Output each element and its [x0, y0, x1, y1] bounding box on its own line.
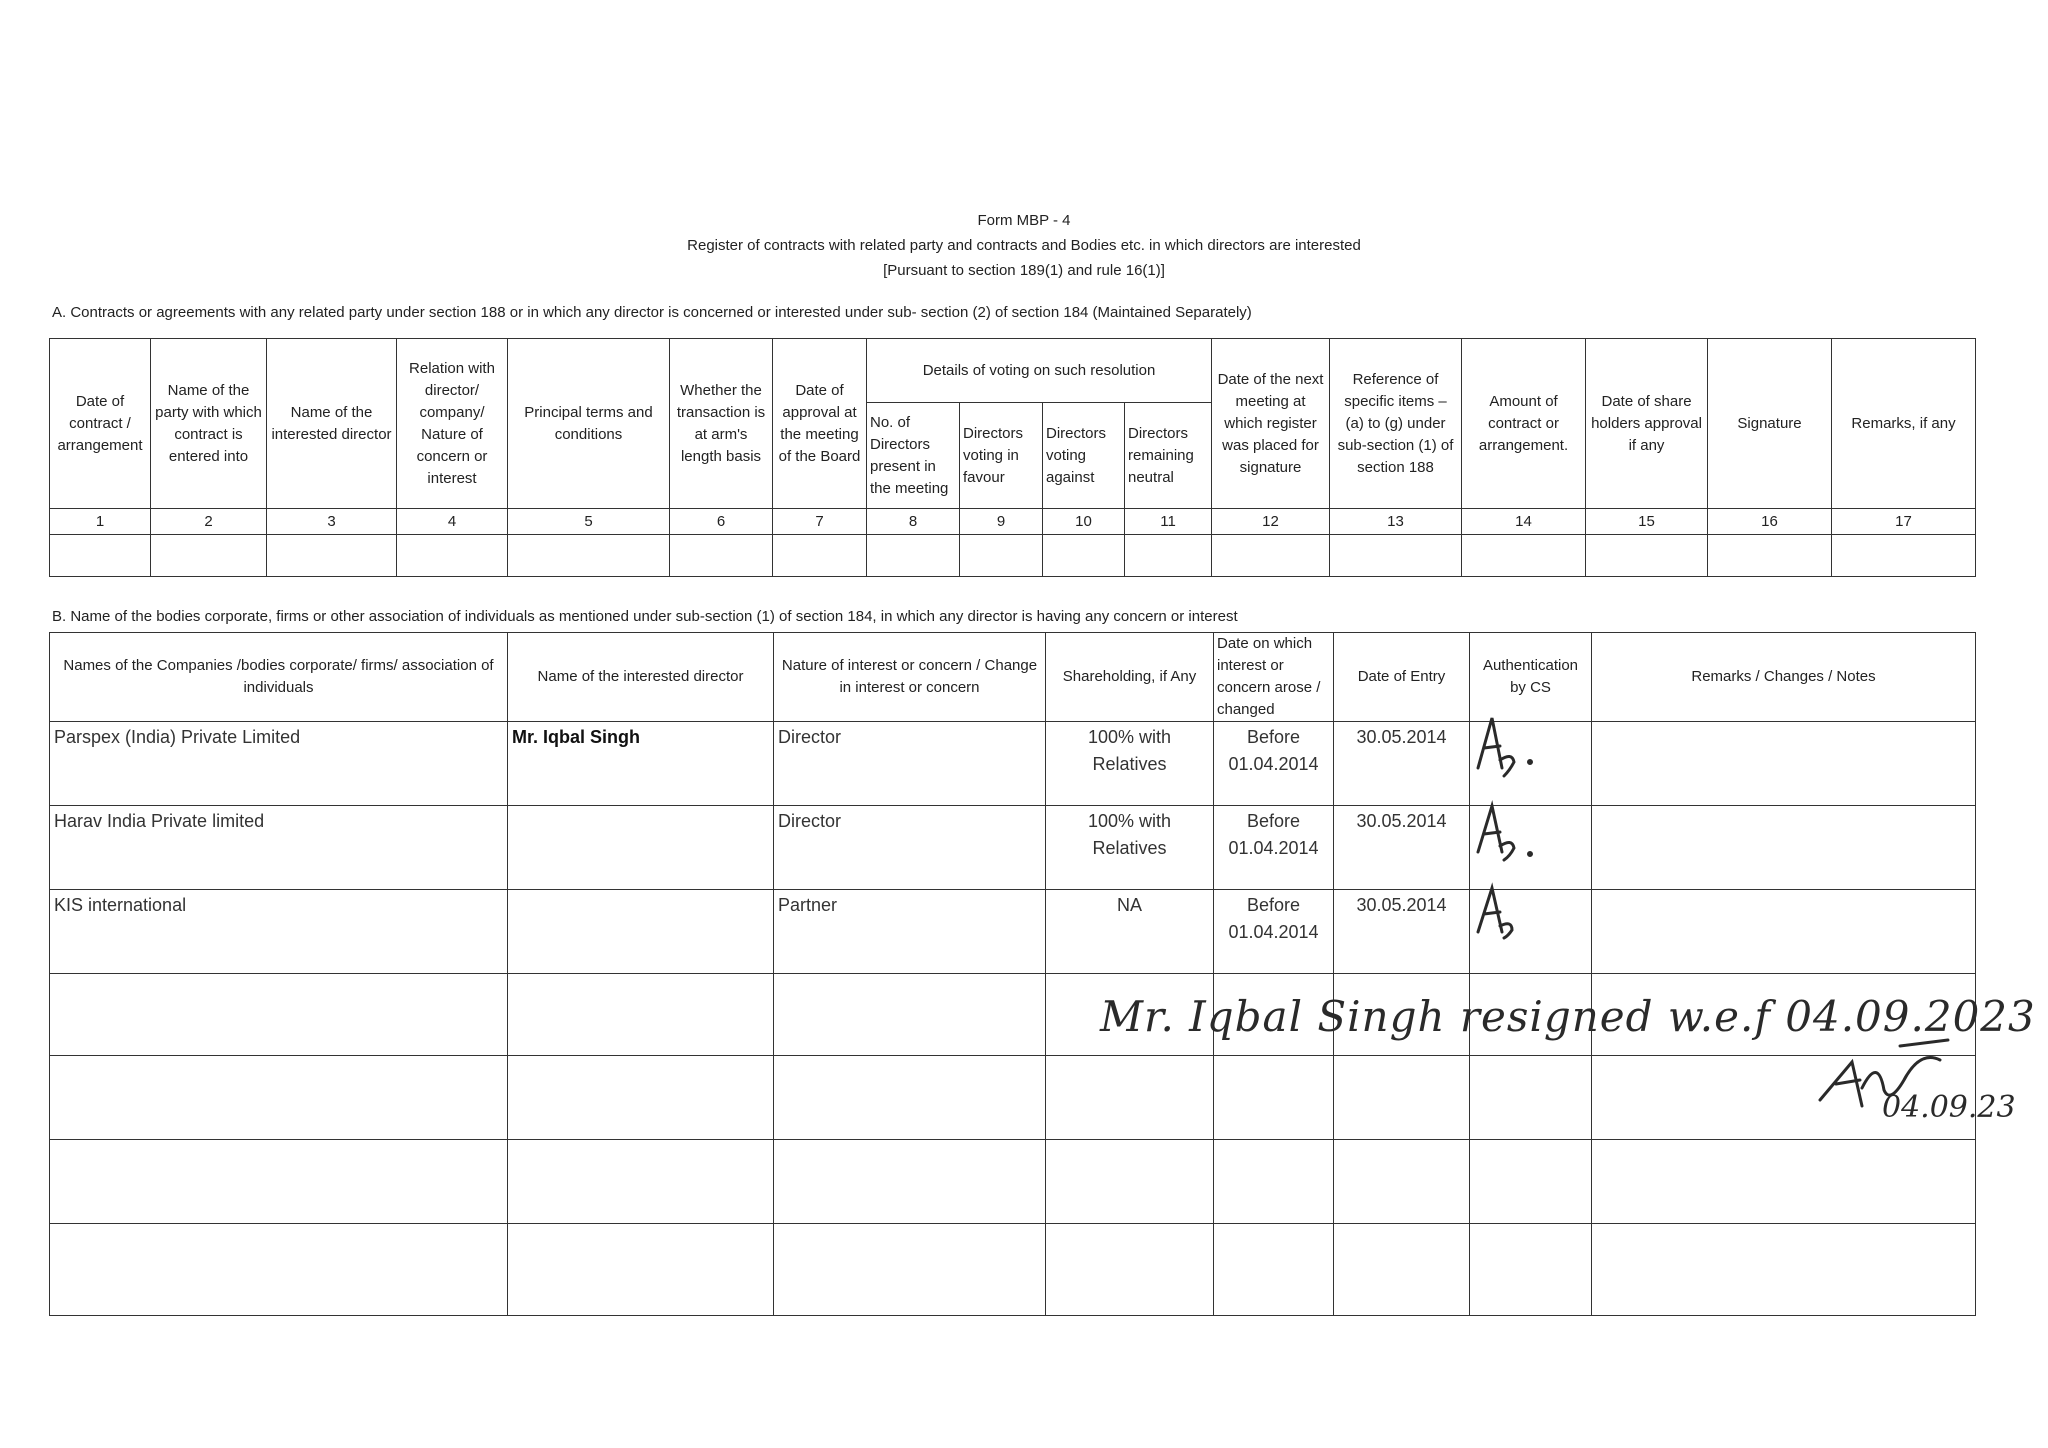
- col-header-directors-against: Directors voting against: [1043, 403, 1125, 509]
- handwritten-sign-date: 04.09.23: [1882, 1090, 2016, 1125]
- empty-cell: [1462, 535, 1586, 577]
- section-b-table: [49, 632, 1976, 1316]
- empty-cell: [1470, 1224, 1592, 1316]
- shareholding: NA: [1046, 890, 1214, 974]
- empty-cell: [1046, 1056, 1214, 1140]
- col-number: 7: [773, 509, 867, 535]
- empty-cell: [1046, 1140, 1214, 1224]
- table-row: [50, 1224, 1976, 1316]
- empty-cell: [1330, 535, 1462, 577]
- section-b-label: B. Name of the bodies corporate, firms or other association of individuals as mentioned under sub-section (1) of section 184, in which any director is having any concern or interest: [52, 608, 1238, 625]
- empty-cell: [1043, 535, 1125, 577]
- empty-cell: [508, 974, 774, 1056]
- col-header-nature-of-interest: Nature of interest or concern / Change in interest or concern: [774, 633, 1046, 722]
- empty-cell: [508, 1140, 774, 1224]
- col-header-interested-director: Name of the interested director: [267, 339, 397, 509]
- empty-cell: [1214, 1224, 1334, 1316]
- empty-cell: [960, 535, 1043, 577]
- empty-cell: [1470, 1056, 1592, 1140]
- director-name: [508, 890, 774, 974]
- table-row: [50, 1056, 1976, 1140]
- col-header-shareholding: Shareholding, if Any: [1046, 633, 1214, 722]
- col-header-board-approval-date: Date of approval at the meeting of the Board: [773, 339, 867, 509]
- col-header-shareholder-approval: Date of share holders approval if any: [1586, 339, 1708, 509]
- empty-cell: [1214, 1140, 1334, 1224]
- table-row: [50, 722, 1976, 806]
- col-header-arms-length: Whether the transaction is at arm's length basis: [670, 339, 773, 509]
- table-row: [50, 890, 1976, 974]
- section-a-label: A. Contracts or agreements with any related party under section 188 or in which any director is concerned or interested under sub- section (2) of section 184 (Maintained Separately): [52, 304, 1252, 321]
- empty-cell: [508, 1056, 774, 1140]
- remarks-cell: [1592, 722, 1976, 806]
- col-number: 5: [508, 509, 670, 535]
- col-header-directors-present: No. of Directors present in the meeting: [867, 403, 960, 509]
- col-header-next-meeting-date: Date of the next meeting at which register was placed for signature: [1212, 339, 1330, 509]
- col-number: 13: [1330, 509, 1462, 535]
- table-row: [50, 806, 1976, 890]
- empty-cell: [267, 535, 397, 577]
- empty-cell: [151, 535, 267, 577]
- empty-cell: [1832, 535, 1976, 577]
- empty-cell: [50, 974, 508, 1056]
- handwritten-resignation-note: Mr. Iqbal Singh resigned w.e.f 04.09.2023: [1100, 992, 2036, 1041]
- col-number: 15: [1586, 509, 1708, 535]
- empty-cell: [773, 535, 867, 577]
- col-number: 6: [670, 509, 773, 535]
- company-name: KIS international: [50, 890, 508, 974]
- form-title: Form MBP - 4: [977, 212, 1071, 229]
- col-number: 2: [151, 509, 267, 535]
- shareholding: 100% with Relatives: [1046, 806, 1214, 890]
- col-header-interested-director: Name of the interested director: [508, 633, 774, 722]
- empty-cell: [1586, 535, 1708, 577]
- col-header-relation: Relation with director/ company/ Nature of concern or interest: [397, 339, 508, 509]
- col-header-remarks-notes: Remarks / Changes / Notes: [1592, 633, 1976, 722]
- date-arose: Before 01.04.2014: [1214, 722, 1334, 806]
- nature-of-interest: Director: [774, 806, 1046, 890]
- empty-cell: [50, 535, 151, 577]
- empty-cell: [1334, 1140, 1470, 1224]
- col-number: 12: [1212, 509, 1330, 535]
- date-arose: Before 01.04.2014: [1214, 890, 1334, 974]
- empty-cell: [50, 1224, 508, 1316]
- nature-of-interest: Director: [774, 722, 1046, 806]
- director-name: [508, 806, 774, 890]
- empty-cell: [1708, 535, 1832, 577]
- authentication-signature: [1470, 806, 1592, 890]
- empty-cell: [1470, 1140, 1592, 1224]
- empty-cell: [670, 535, 773, 577]
- date-of-entry: 30.05.2014: [1334, 722, 1470, 806]
- empty-cell: [397, 535, 508, 577]
- col-number: 10: [1043, 509, 1125, 535]
- director-name: Mr. Iqbal Singh: [508, 722, 774, 806]
- empty-cell: [1592, 1140, 1976, 1224]
- empty-cell: [508, 1224, 774, 1316]
- col-header-principal-terms: Principal terms and conditions: [508, 339, 670, 509]
- col-header-remarks: Remarks, if any: [1832, 339, 1976, 509]
- empty-cell: [867, 535, 960, 577]
- empty-cell: [1592, 1224, 1976, 1316]
- col-header-directors-neutral: Directors remaining neutral: [1125, 403, 1212, 509]
- company-name: Harav India Private limited: [50, 806, 508, 890]
- col-header-directors-favour: Directors voting in favour: [960, 403, 1043, 509]
- col-header-authentication: Authentication by CS: [1470, 633, 1592, 722]
- remarks-cell: [1592, 806, 1976, 890]
- empty-cell: [774, 974, 1046, 1056]
- empty-cell: [1212, 535, 1330, 577]
- authentication-signature: [1470, 890, 1592, 974]
- col-header-party-name: Name of the party with which contract is entered into: [151, 339, 267, 509]
- empty-cell: [1125, 535, 1212, 577]
- date-of-entry: 30.05.2014: [1334, 890, 1470, 974]
- col-number: 8: [867, 509, 960, 535]
- col-header-reference-items: Reference of specific items – (a) to (g) under sub-section (1) of section 188: [1330, 339, 1462, 509]
- empty-cell: [1214, 1056, 1334, 1140]
- col-number: 17: [1832, 509, 1976, 535]
- table-row: [50, 1140, 1976, 1224]
- col-header-date-of-contract: Date of contract / arrangement: [50, 339, 151, 509]
- empty-cell: [50, 1056, 508, 1140]
- shareholding: 100% with Relatives: [1046, 722, 1214, 806]
- col-header-date-arose: Date on which interest or concern arose / changed: [1214, 633, 1334, 722]
- empty-cell: [774, 1224, 1046, 1316]
- empty-cell: [1046, 1224, 1214, 1316]
- col-header-amount: Amount of contract or arrangement.: [1462, 339, 1586, 509]
- col-number: 9: [960, 509, 1043, 535]
- empty-cell: [774, 1056, 1046, 1140]
- empty-cell: [1334, 1224, 1470, 1316]
- empty-cell: [1334, 1056, 1470, 1140]
- company-name: Parspex (India) Private Limited: [50, 722, 508, 806]
- nature-of-interest: Partner: [774, 890, 1046, 974]
- col-header-date-of-entry: Date of Entry: [1334, 633, 1470, 722]
- date-arose: Before 01.04.2014: [1214, 806, 1334, 890]
- col-number: 4: [397, 509, 508, 535]
- form-pursuant-note: [Pursuant to section 189(1) and rule 16(1)]: [883, 262, 1165, 279]
- col-number: 1: [50, 509, 151, 535]
- col-number: 16: [1708, 509, 1832, 535]
- authentication-signature: [1470, 722, 1592, 806]
- empty-cell: [50, 1140, 508, 1224]
- col-number: 3: [267, 509, 397, 535]
- section-a-table: [49, 338, 1976, 577]
- col-number: 14: [1462, 509, 1586, 535]
- col-header-company-names: Names of the Companies /bodies corporate/ firms/ association of individuals: [50, 633, 508, 722]
- form-subtitle: Register of contracts with related party and contracts and Bodies etc. in which directors are interested: [687, 237, 1361, 254]
- empty-cell: [508, 535, 670, 577]
- empty-cell: [774, 1140, 1046, 1224]
- col-header-voting-details: Details of voting on such resolution: [867, 339, 1212, 403]
- date-of-entry: 30.05.2014: [1334, 806, 1470, 890]
- remarks-cell: [1592, 890, 1976, 974]
- col-header-signature: Signature: [1708, 339, 1832, 509]
- col-number: 11: [1125, 509, 1212, 535]
